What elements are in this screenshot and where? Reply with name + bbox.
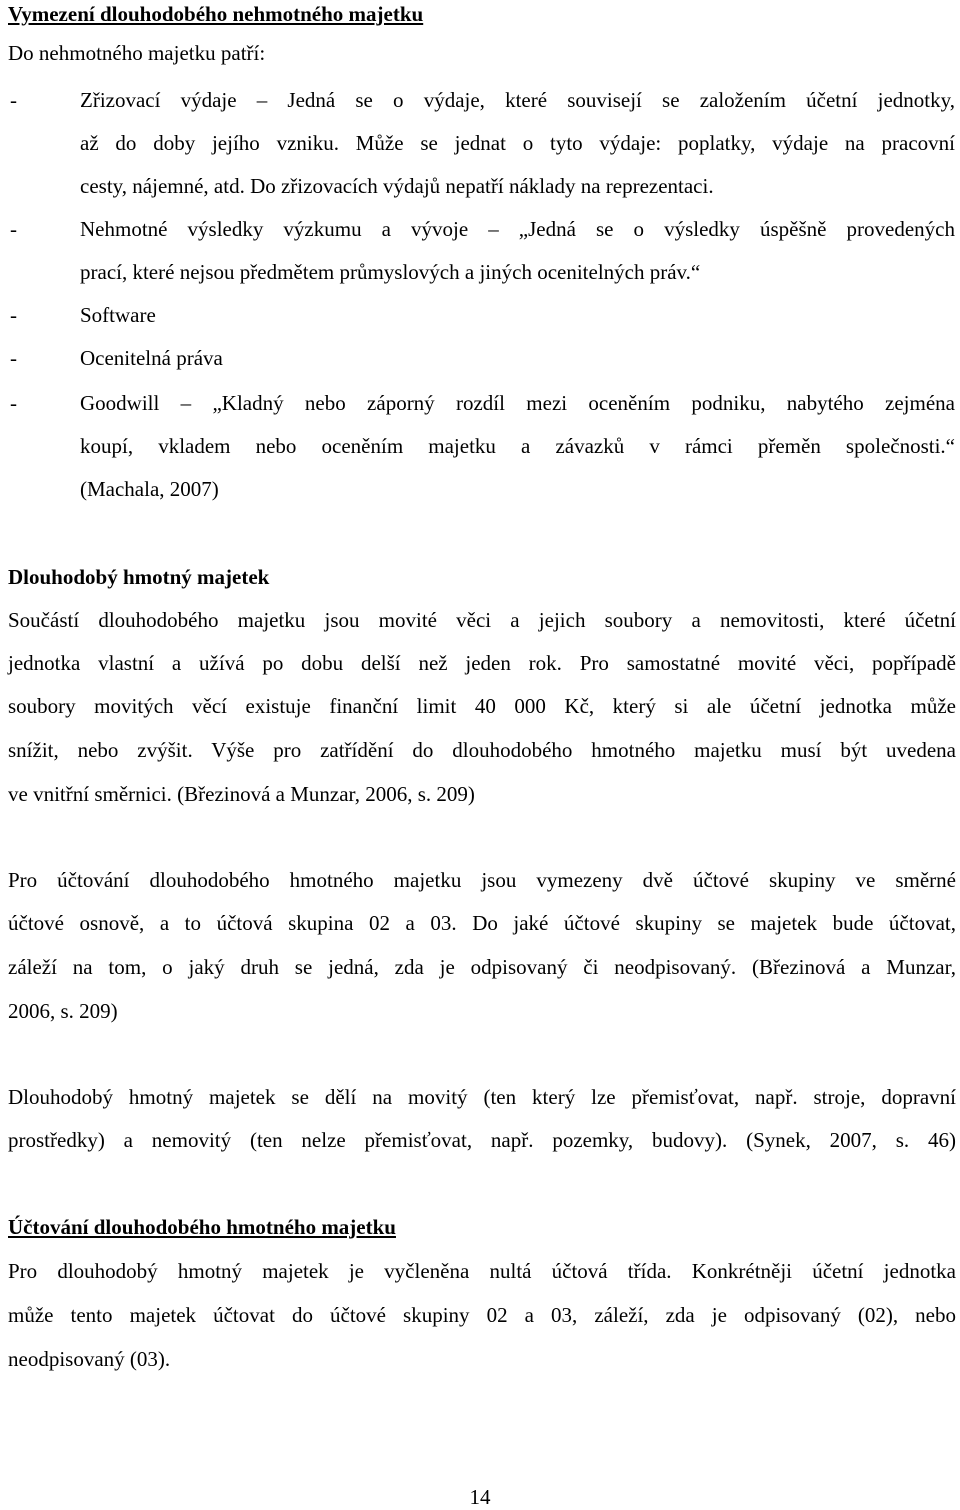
list-item-line: prací, které nejsou předmětem průmyslových a jiných ocenitelných práv.“ [80,260,701,284]
bullet-dash: - [10,303,17,327]
paragraph-line: Pro dlouhodobý hmotný majetek je vyčleněna nultá účtová třída. Konkrétněji účetní jednotka [8,1259,956,1283]
paragraph-line: záleží na tom, o jaký druh se jedná, zda je odpisovaný či neodpisovaný. (Březinová a Munzar, [8,955,956,979]
paragraph-line: soubory movitých věcí existuje finanční limit 40 000 Kč, který si ale účetní jednotka může [8,694,956,718]
section-heading-intangible: Vymezení dlouhodobého nehmotného majetku [8,2,424,26]
bullet-dash: - [10,88,17,112]
paragraph-line: prostředky) a nemovitý (ten nelze přemisťovat, např. pozemky, budovy). (Synek, 2007, s. 46) [8,1128,956,1152]
intro-text: Do nehmotného majetku patří: [8,41,266,65]
paragraph-line: Dlouhodobý hmotný majetek se dělí na movitý (ten který lze přemisťovat, např. stroje, dopravní [8,1085,956,1109]
paragraph-line: Pro účtování dlouhodobého hmotného majetku jsou vymezeny dvě účtové skupiny ve směrné [8,868,956,892]
list-item-line: Nehmotné výsledky výzkumu a vývoje – „Jedná se o výsledky úspěšně provedených [80,217,955,241]
page-number: 14 [469,1485,491,1509]
paragraph-line: neodpisovaný (03). [8,1347,171,1371]
bullet-dash: - [10,346,17,370]
paragraph-line: může tento majetek účtovat do účtové skupiny 02 a 03, záleží, zda je odpisovaný (02), nebo [8,1303,956,1327]
paragraph-line: snížit, nebo zvýšit. Výše pro zatřídění do dlouhodobého hmotného majetku musí být uvedena [8,738,956,762]
list-item-line: až do doby jejího vzniku. Může se jednat o tyto výdaje: poplatky, výdaje na pracovní [80,131,955,155]
list-item-line: (Machala, 2007) [80,477,219,501]
section-heading-accounting: Účtování dlouhodobého hmotného majetku [8,1215,396,1239]
bullet-dash: - [10,217,17,241]
list-item-line: Zřizovací výdaje – Jedná se o výdaje, které souvisejí se založením účetní jednotky, [80,88,955,112]
section-heading-tangible: Dlouhodobý hmotný majetek [8,565,270,589]
paragraph-line: 2006, s. 209) [8,999,118,1023]
paragraph-line: účtové osnově, a to účtová skupina 02 a 03. Do jaké účtové skupiny se majetek bude účtovat, [8,911,956,935]
list-item-line: Goodwill – „Kladný nebo záporný rozdíl mezi oceněním podniku, nabytého zejména [80,391,955,415]
paragraph-line: jednotka vlastní a užívá po dobu delší než jeden rok. Pro samostatné movité věci, popřípadě [8,651,956,675]
list-item-line: Software [80,303,156,327]
paragraph-line: Součástí dlouhodobého majetku jsou movité věci a jejich soubory a nemovitosti, které účetní [8,608,956,632]
paragraph-line: ve vnitřní směrnici. (Březinová a Munzar, 2006, s. 209) [8,782,475,806]
list-item-line: koupí, vkladem nebo oceněním majetku a závazků v rámci přeměn společnosti.“ [80,434,955,458]
list-item-line: cesty, nájemné, atd. Do zřizovacích výdajů nepatří náklady na reprezentaci. [80,174,714,198]
bullet-dash: - [10,391,17,415]
list-item-line: Ocenitelná práva [80,346,223,370]
